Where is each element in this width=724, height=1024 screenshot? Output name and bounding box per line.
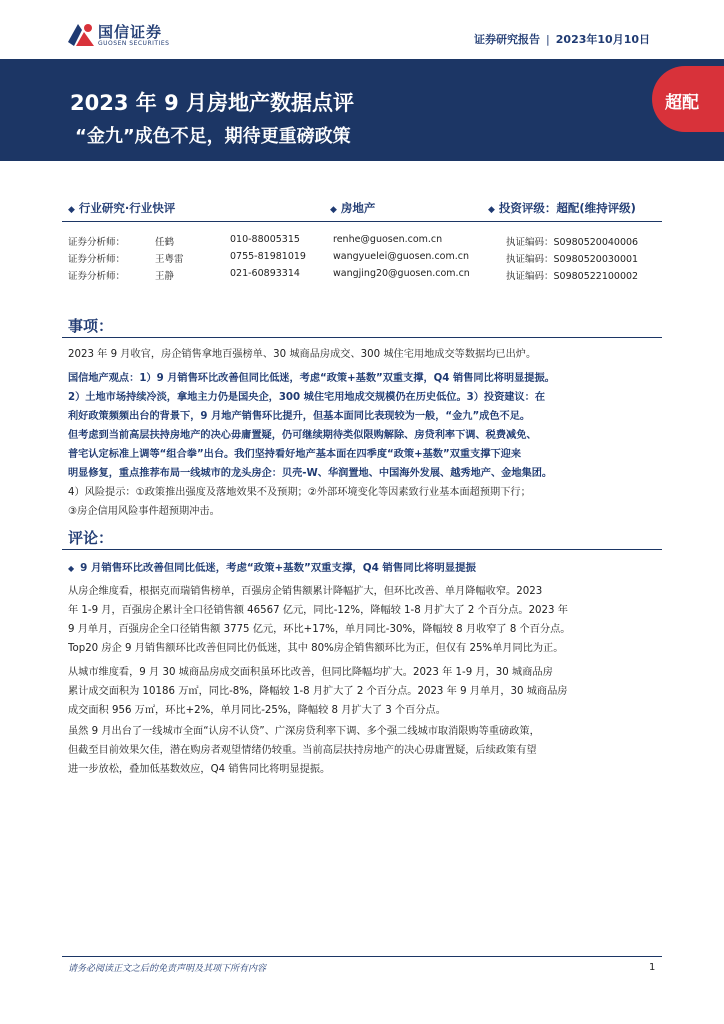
comment-paragraph-2: 从城市维度看，9 月 30 城商品房成交面积虽环比改善，但同比降幅均扩大。2023 年 1-9 月，30 城商品房 累计成交面积为 10186 万㎡，同比-8%，降幅较 1-8 月扩大了 2 个百分点。2023 年 9 月单月，30 城商品房 成交面积 956 万㎡，环比+2%，单月同比-25%，降幅较 8 月扩大了 3 个百分点。 (68, 667, 568, 716)
viewpoint-label: 国信地产观点： (68, 373, 140, 384)
risk-line: ③房企信用风险事件超预期冲击。 (68, 506, 220, 517)
risk-line: 4）风险提示：①政策推出强度及落地效果不及预期；②外部环境变化等因素致行业基本面超预期下行； (68, 487, 531, 498)
section-divider (62, 549, 662, 550)
rating-badge-text: 超配 (665, 93, 699, 113)
analyst-phone: 021-60893314 (230, 268, 300, 279)
tag-category: ◆ 行业研究·行业快评 (68, 201, 176, 215)
viewpoint-line: 普宅认定标准上调等“组合拳”出台。我们坚持看好地产基本面在四季度“政策+基数”双重支撑下迎来 (68, 449, 522, 460)
tag-industry: ◆ 房地产 (330, 201, 376, 215)
analyst-cert: 执证编码：S0980520030001 (506, 254, 639, 265)
guosen-logo (66, 20, 216, 52)
analyst-email[interactable]: renhe@guosen.com.cn (333, 234, 443, 245)
analyst-cert: 执证编码：S0980520040006 (506, 237, 639, 248)
analyst-cert: 执证编码：S0980522100002 (506, 271, 639, 282)
tag-rating: ◆ 投资评级：超配(维持评级) (488, 201, 636, 215)
page-number: 1 (649, 962, 656, 973)
analyst-name: 王静 (155, 271, 175, 282)
analyst-phone: 0755-81981019 (230, 251, 306, 262)
analyst-email[interactable]: wangyuelei@guosen.com.cn (333, 251, 470, 262)
diamond-icon: ◆ (68, 564, 75, 573)
viewpoint-line: 利好政策频频出台的背景下，9 月地产销售环比提升，但基本面同比表现较为一般，“金九”成色不足。 (68, 411, 531, 422)
viewpoint-line: 明显修复，重点推荐布局一线城市的龙头房企：贝壳-W、华润置地、中国海外发展、越秀地产、金地集团。 (68, 468, 553, 479)
logo-english-text: GUOSEN SECURITIES (98, 40, 170, 47)
report-type: 证券研究报告 (474, 33, 541, 46)
diamond-icon: ◆ (68, 205, 75, 215)
analyst-name: 任鹤 (155, 237, 175, 248)
guosen-logo-icon (66, 20, 96, 50)
analyst-email[interactable]: wangjing20@guosen.com.cn (333, 268, 470, 279)
viewpoint-paragraph (68, 369, 660, 521)
report-meta (474, 31, 650, 47)
diamond-icon: ◆ (488, 205, 495, 215)
diamond-icon: ◆ (330, 205, 337, 215)
section-title-event: 事项： (68, 317, 114, 335)
report-title: 2023 年 9 月房地产数据点评 (70, 91, 354, 115)
analyst-phone: 010-88005315 (230, 234, 300, 245)
section-divider (62, 337, 662, 338)
comment-paragraph-1: 从房企维度看，根据克而瑞销售榜单，百强房企销售额累计降幅扩大，但环比改善、单月降幅收窄。2023 年 1-9 月，百强房企累计全口径销售额 46567 亿元，同比-12%，降幅较 1-8 月扩大了 2 个百分点。2023 年 9 月单月，百强房企全口径销售额 3775 亿元，环比+17%，单月同比-30%，降幅较 8 月收窄了 8 个百分点。 Top20 房企 9 月销售额环比改善但同比仍低迷，其中 80%房企销售额环比为正，但仅有 25%单月同比为正。 (68, 586, 571, 654)
comment-paragraph-3: 虽然 9 月出台了一线城市全面“认房不认贷”、广深房贷利率下调、多个强二线城市取消限购等重磅政策， 但截至目前效果欠佳，潜在购房者观望情绪仍较重。当前高层扶持房地产的决心毋庸置疑，后续政策有望 进一步放松，叠加低基数效应，Q4 销售同比将明显提振。 (68, 726, 540, 775)
analyst-name: 王粤雷 (155, 254, 184, 265)
logo-chinese-text: 国信证券 (98, 23, 163, 41)
event-paragraph: 2023 年 9 月收官，房企销售拿地百强榜单、30 城商品房成交、300 城住宅用地成交等数据均已出炉。 (68, 349, 537, 360)
report-date: 2023年10月10日 (555, 33, 650, 46)
meta-separator: | (546, 33, 550, 46)
viewpoint-line: 2）土地市场持续冷淡，拿地主力仍是国央企，300 城住宅用地成交规模仍在历史低位。3）投资建议：在 (68, 392, 546, 403)
footer-divider (62, 956, 662, 957)
category-tag-bar (62, 196, 662, 222)
viewpoint-line: 国信地产观点：1）9 月销售环比改善但同比低迷，考虑“政策+基数”双重支撑，Q4 销售同比将明显提振。 (68, 373, 555, 384)
viewpoint-line: 但考虑到当前高层扶持房地产的决心毋庸置疑，仍可继续期待类似限购解除、房贷利率下调、税费减免、 (68, 430, 537, 441)
footer-disclaimer: 请务必阅读正文之后的免责声明及其项下所有内容 (68, 964, 267, 974)
report-subtitle: “金九”成色不足，期待更重磅政策 (75, 126, 351, 147)
comment-subheading: ◆ 9 月销售环比改善但同比低迷，考虑“政策+基数”双重支撑，Q4 销售同比将明显提振 (68, 562, 476, 574)
section-title-comment: 评论： (68, 529, 114, 547)
